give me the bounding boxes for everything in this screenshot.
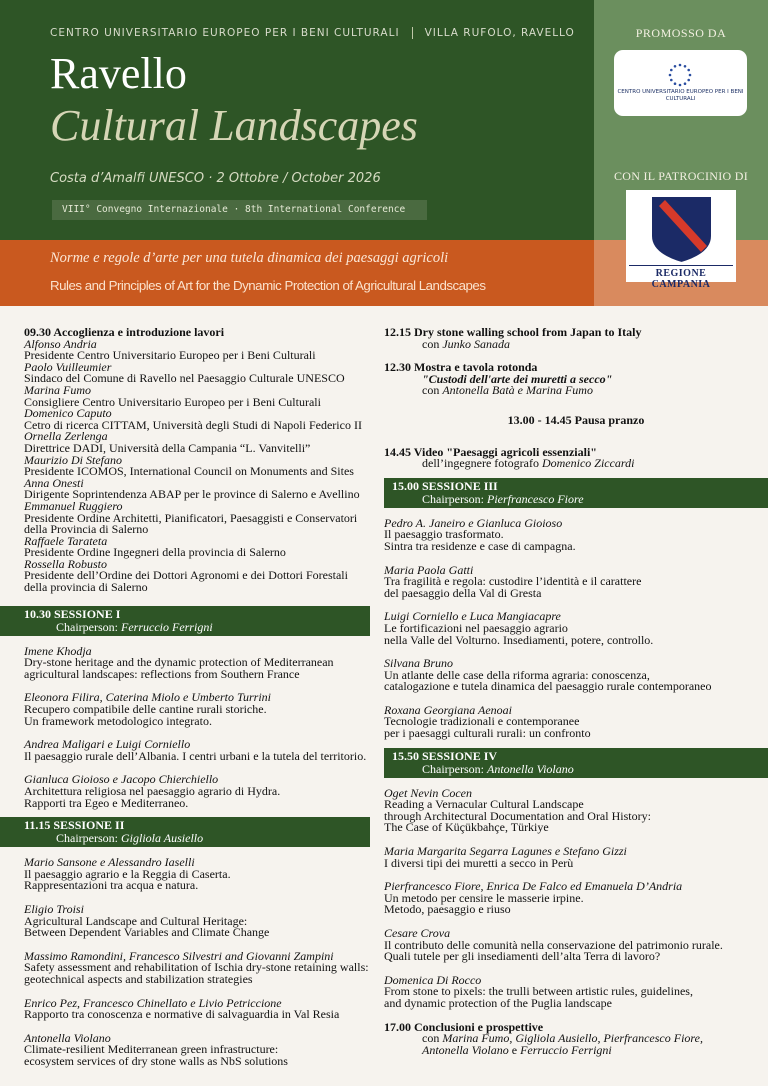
list-item <box>384 611 768 646</box>
session-3-header: 15.00 SESSIONE III <box>384 478 768 494</box>
campania-crest-icon <box>643 192 720 265</box>
date-line: Costa d’Amalfi UNESCO · 2 Ottobre / October 2026 <box>50 171 381 186</box>
talk-title: and dynamic protection of the Puglia landscape <box>384 995 612 1010</box>
talk-title: Quali tutele per gli insediamenti dell’alta Terra di lavoro? <box>384 949 661 964</box>
header-topline <box>50 27 575 39</box>
list-item <box>384 658 768 693</box>
opening-time: 09.30 Accoglienza e introduzione lavori <box>24 325 225 339</box>
talk-title: geotechnical aspects and stabilization strategies <box>24 971 253 986</box>
list-item <box>24 533 370 560</box>
event-speaker: Junko Sanada <box>442 336 510 351</box>
talk-authors: Antonella Violano <box>24 1030 111 1045</box>
talk-authors: Eligio Troisi <box>24 901 84 916</box>
talk-title: Il paesaggio rurale dell’Albania. I centri urbani e la tutela del territorio. <box>24 748 367 763</box>
speaker-role: Cetro di ricerca CITTAM, Università degli Studi di Napoli Federico II <box>24 417 362 432</box>
talk-authors: Massimo Ramondini, Francesco Silvestri and Giovanni Zampini <box>24 948 334 963</box>
event-title: "Custodi dell'arte dei muretti a secco" <box>422 371 613 386</box>
talk-authors: Silvana Bruno <box>384 656 453 671</box>
talk-title: Between Dependent Variables and Climate Change <box>24 925 270 940</box>
speaker-role: Sindaco del Comune di Ravello nel Paesaggio Culturale UNESCO <box>24 371 345 386</box>
talk-authors: Maria Paola Gatti <box>384 562 474 577</box>
program-right-column <box>384 327 768 1056</box>
lunch-break: 13.00 - 14.45 Pausa pranzo <box>507 412 645 427</box>
list-item <box>24 774 370 809</box>
event-with: dell’ingegnere fotografo Domenico Ziccardi <box>422 456 635 471</box>
opening-block <box>24 327 370 594</box>
speaker-name: Marina Fumo <box>24 382 91 397</box>
speaker-name: Anna Onesti <box>24 475 84 490</box>
talk-title: Un atlante delle case della riforma agraria: conoscenza, <box>384 667 650 682</box>
speaker-name: Emmanuel Ruggiero <box>24 498 123 513</box>
event-video <box>384 444 768 471</box>
session-1-chair <box>0 619 370 636</box>
talk-title: Recupero compatibile delle cantine rurali storiche. <box>24 702 267 717</box>
chair-label: Chairperson: <box>422 491 484 506</box>
talk-title: The Case of Küçükbahçe, Türkiye <box>384 820 549 835</box>
talk-title: From stone to pixels: the trulli between artistic rules, guidelines, <box>384 984 693 999</box>
talk-title: catalogazione e tutela dinamica del paesaggio rurale contemporaneo <box>384 679 712 694</box>
list-item <box>24 408 370 431</box>
talk-title: Sintra tra residenze e case di campagna. <box>384 538 576 553</box>
talk-title: Climate-resilient Mediterranean green infrastructure: <box>24 1042 279 1057</box>
speaker-name: Paolo Vuilleumier <box>24 359 112 374</box>
list-item <box>24 359 370 386</box>
list-item <box>24 739 370 762</box>
chair-label: Chairperson: <box>56 619 118 634</box>
speaker-role: Presidente ICOMOS, International Council on Monuments and Sites <box>24 464 354 479</box>
list-item <box>24 901 370 940</box>
talk-title: Rapporti tra Egeo e Mediterraneo. <box>24 795 189 810</box>
chair-label: Chairperson: <box>422 761 484 776</box>
event-round-table <box>384 362 768 397</box>
speaker-name: Domenico Caputo <box>24 406 112 421</box>
chair-label: Chairperson: <box>56 831 118 846</box>
list-item <box>384 972 768 1010</box>
title-line2: Cultural Landscapes <box>50 101 418 150</box>
closing-speakers-2: Antonella Violano e Ferruccio Ferrigni <box>422 1042 612 1057</box>
patronage-label: CON IL PATROCINIO DI <box>613 169 749 183</box>
talk-authors: Andrea Maligari e Luigi Corniello <box>24 737 191 752</box>
list-item <box>384 881 768 916</box>
event-with: con Antonella Batà e Marina Fumo <box>422 383 593 398</box>
closing-block <box>384 1019 768 1057</box>
list-item <box>384 562 768 600</box>
list-item <box>24 556 370 595</box>
speaker-role: Presidente Ordine Architetti, Pianificatori, Paesaggisti e Conservatori della Provincia di Salerno <box>24 510 358 537</box>
event-speaker: Domenico Ziccardi <box>541 456 635 471</box>
speaker-name: Maurizio Di Stefano <box>24 452 122 467</box>
event-speaker: Antonella Batà e Marina Fumo <box>442 383 593 398</box>
speaker-role: Presidente Ordine Ingegneri della provincia di Salerno <box>24 545 286 560</box>
speaker-role: Consigliere Centro Universitario Europeo per i Beni Culturali <box>24 394 321 409</box>
talk-authors: Luigi Corniello e Luca Mangiacapre <box>384 609 561 624</box>
event-time: 12.15 Dry stone walling school from Japan to Italy <box>384 325 642 339</box>
talk-title: Il paesaggio agrario e la Reggia di Caserta. <box>24 866 231 881</box>
talk-title: Un metodo per censire le masserie irpine. <box>384 890 584 905</box>
list-item <box>24 995 370 1022</box>
talk-title: Il contributo delle comunità nella conservazione del patrimonio rurale. <box>384 937 723 952</box>
talk-authors: Domenica Di Rocco <box>384 972 482 987</box>
cuebc-logo-text: CENTRO UNIVERSITARIO EUROPEO PER I BENI CULTURALI <box>617 89 744 102</box>
theme-italian: Norme e regole d’arte per una tutela dinamica dei paesaggi agricoli <box>50 250 449 266</box>
divider <box>412 27 413 39</box>
list-item <box>24 382 370 409</box>
talk-title: Rappresentazioni tra acqua e natura. <box>24 878 199 893</box>
speaker-name: Ornella Zerlenga <box>24 429 108 444</box>
talk-authors: Imene Khodja <box>24 643 92 658</box>
talk-title: Reading a Vernacular Cultural Landscape <box>384 797 584 812</box>
speaker-name: Rossella Robusto <box>24 556 107 571</box>
event-time: 12.30 Mostra e tavola rotonda <box>384 360 538 375</box>
speaker-name: Alfonso Andria <box>24 336 97 351</box>
list-item <box>384 515 768 553</box>
theme-english: Rules and Principles of Art for the Dynamic Protection of Agricultural Landscapes <box>50 278 486 293</box>
conference-badge: VIII° Convegno Internazionale · 8th International Conference <box>52 200 427 220</box>
talk-title: ecosystem services of dry stone walls as NbS solutions <box>24 1053 288 1068</box>
list-item <box>24 431 370 454</box>
talk-title: Tecnologie tradizionali e contemporanee <box>384 714 580 729</box>
list-item <box>24 498 370 537</box>
list-item <box>384 702 768 741</box>
talk-title: Agricultural Landscape and Cultural Heritage: <box>24 913 248 928</box>
speaker-role: Direttrice DADI, Università della Campania “L. Vanvitelli” <box>24 440 311 455</box>
talk-title: Un framework metodologico integrato. <box>24 713 212 728</box>
talk-authors: Mario Sansone e Alessandro Iaselli <box>24 855 195 870</box>
org-name: CENTRO UNIVERSITARIO EUROPEO PER I BENI CULTURALI <box>50 27 400 39</box>
list-item <box>384 846 768 869</box>
talk-authors: Cesare Crova <box>384 926 451 940</box>
event-dry-stone-school <box>384 327 768 350</box>
program-left-column <box>24 327 370 1080</box>
session-2-header: 11.15 SESSIONE II <box>0 817 370 833</box>
session-2-chair <box>0 833 370 847</box>
list-item <box>24 475 370 502</box>
talk-authors: Roxana Georgiana Aenoai <box>384 702 512 717</box>
list-item <box>24 857 370 892</box>
promoted-by-label: PROMOSSO DA <box>635 26 727 40</box>
list-item <box>24 452 370 479</box>
title-line1: Ravello <box>50 49 187 98</box>
chair-name: Pierfrancesco Fiore <box>487 491 584 506</box>
venue: VILLA RUFOLO, RAVELLO <box>424 27 575 39</box>
region-name: REGIONE CAMPANIA <box>629 265 733 281</box>
list-item <box>24 948 370 986</box>
speaker-name: Raffaele Tarateta <box>24 533 108 548</box>
talk-title: Metodo, paesaggio e riuso <box>384 902 511 917</box>
closing-speakers: con Marina Fumo, Gigliola Ausiello, Pierfrancesco Fiore, <box>422 1031 703 1046</box>
talk-title: through Architectural Documentation and Oral History: <box>384 808 651 823</box>
talk-title: nella Valle del Volturno. Insediamenti, potere, controllo. <box>384 632 654 647</box>
closing-time: 17.00 Conclusioni e prospettive <box>384 1019 544 1034</box>
talk-title: Tra fragilità e regola: custodire l’identità e il carattere <box>384 574 642 589</box>
talk-authors: Oget Nevin Cocen <box>384 785 472 800</box>
talk-title: agricultural landscapes: reflections from Southern France <box>24 666 300 681</box>
talk-title: per i paesaggi culturali rurali: un confronto <box>384 726 591 741</box>
list-item <box>384 928 768 963</box>
session-4-header: 15.50 SESSIONE IV <box>384 748 768 764</box>
talk-title: Rapporto tra conoscenza e normative di salvaguardia in Val Resia <box>24 1007 340 1022</box>
list-item <box>24 643 370 681</box>
speaker-role: Dirigente Soprintendenza ABAP per le province di Salerno e Avellino <box>24 487 360 502</box>
list-item <box>384 785 768 835</box>
event-with: con Junko Sanada <box>422 336 510 351</box>
list-item <box>24 1030 370 1068</box>
chair-name: Ferruccio Ferrigni <box>121 619 213 634</box>
session-1-header: 10.30 SESSIONE I <box>0 606 370 622</box>
list-item <box>24 336 370 363</box>
session-3-chair <box>384 491 768 508</box>
talk-title: Dry-stone heritage and the dynamic protection of Mediterranean <box>24 655 334 670</box>
talk-authors: Pedro A. Janeiro e Gianluca Gioioso <box>384 515 563 530</box>
speaker-role: Presidente dell’Ordine dei Dottori Agronomi e dei Dottori Forestali della provincia di Salerno <box>24 568 348 595</box>
talk-authors: Gianluca Gioioso e Jacopo Chierchiello <box>24 772 219 787</box>
talk-title: Architettura religiosa nel paesaggio agrario di Hydra. <box>24 784 281 798</box>
talk-title: Il paesaggio trasformato. <box>384 527 504 542</box>
list-item <box>24 692 370 727</box>
talk-title: I diversi tipi dei muretti a secco in Perù <box>384 855 574 870</box>
chair-name: Gigliola Ausiello <box>121 831 204 846</box>
speaker-role: Presidente Centro Universitario Europeo per i Beni Culturali <box>24 348 316 363</box>
session-4-chair <box>384 761 768 778</box>
eu-stars-icon <box>668 63 692 87</box>
talk-title: del paesaggio della Val di Gresta <box>384 585 542 600</box>
chair-name: Antonella Violano <box>487 761 574 776</box>
talk-authors: Pierfrancesco Fiore, Enrica De Falco ed Emanuela D’Andria <box>384 879 683 894</box>
event-time: 14.45 Video "Paesaggi agricoli essenziali" <box>384 444 597 459</box>
speaker-list <box>24 336 370 595</box>
talk-authors: Eleonora Filira, Caterina Miolo e Umberto Turrini <box>24 690 272 705</box>
talk-authors: Maria Margarita Segarra Lagunes e Stefano Gizzi <box>384 844 627 859</box>
talk-title: Le fortificazioni nel paesaggio agrario <box>384 620 568 635</box>
talk-title: Safety assessment and rehabilitation of Ischia dry-stone retaining walls: <box>24 960 369 975</box>
talk-authors: Enrico Pez, Francesco Chinellato e Livio Petriccione <box>24 995 282 1010</box>
